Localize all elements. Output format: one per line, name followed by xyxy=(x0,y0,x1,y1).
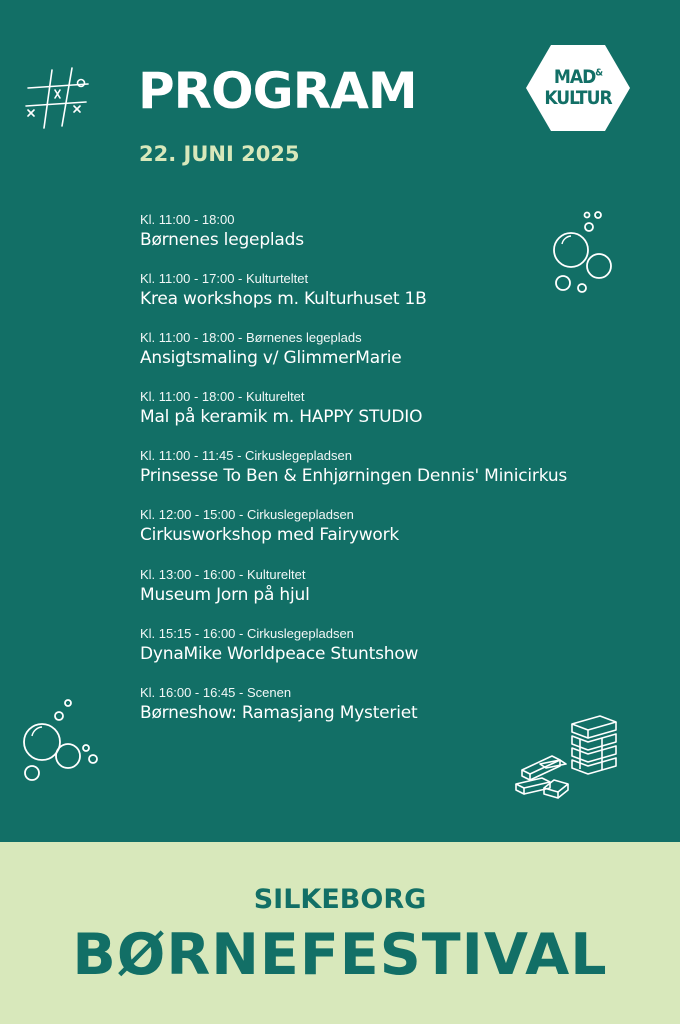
list-item xyxy=(140,270,630,329)
event-name: Prinsesse To Ben & Enhjørningen Dennis' Minicirkus xyxy=(140,466,568,487)
mad-kultur-logo xyxy=(525,43,631,133)
event-time: Kl. 13:00 - 16:00 - Kultureltet xyxy=(140,566,306,582)
list-item xyxy=(140,625,630,684)
jenga-blocks-icon xyxy=(512,714,622,798)
list-item xyxy=(140,506,630,565)
event-name: DynaMike Worldpeace Stuntshow xyxy=(140,643,419,664)
bubbles-icon xyxy=(20,698,100,784)
logo-text-mad: MAD xyxy=(553,66,596,88)
event-time: Kl. 12:00 - 15:00 - Cirkuslegepladsen xyxy=(140,507,354,523)
list-item xyxy=(140,447,630,506)
schedule-list xyxy=(140,211,630,743)
list-item xyxy=(140,566,630,625)
event-time: Kl. 11:00 - 18:00 - Børnenes legeplads xyxy=(140,330,362,346)
event-name: Cirkusworkshop med Fairywork xyxy=(140,525,400,546)
list-item xyxy=(140,388,630,447)
event-name: Museum Jorn på hjul xyxy=(140,584,310,605)
page-title: PROGRAM xyxy=(138,62,417,120)
tic-tac-toe-icon xyxy=(24,68,90,130)
event-name: Ansigtsmaling v/ GlimmerMarie xyxy=(140,348,402,369)
event-date: 22. JUNI 2025 xyxy=(139,142,300,166)
list-item xyxy=(140,329,630,388)
event-time: Kl. 11:00 - 18:00 - Kultureltet xyxy=(140,389,305,405)
event-name: Børnenes legeplads xyxy=(140,230,304,250)
festival-city: SILKEBORG xyxy=(253,884,427,915)
event-name: Krea workshops m. Kulturhuset 1B xyxy=(140,289,427,310)
event-name: Børneshow: Ramasjang Mysteriet xyxy=(140,702,418,723)
festival-name: BØRNEFESTIVAL xyxy=(72,922,608,988)
event-time: Kl. 11:00 - 11:45 - Cirkuslegepladsen xyxy=(140,448,352,464)
logo-ampersand: & xyxy=(595,67,603,79)
event-name: Mal på keramik m. HAPPY STUDIO xyxy=(140,407,423,428)
event-time: Kl. 15:15 - 16:00 - Cirkuslegepladsen xyxy=(140,625,354,641)
event-time: Kl. 16:00 - 16:45 - Scenen xyxy=(140,684,292,700)
list-item xyxy=(140,211,630,270)
event-time: Kl. 11:00 - 17:00 - Kulturteltet xyxy=(140,271,309,287)
festival-banner xyxy=(0,842,680,1024)
event-time: Kl. 11:00 - 18:00 xyxy=(140,212,235,227)
logo-text-kultur: KULTUR xyxy=(544,87,612,109)
